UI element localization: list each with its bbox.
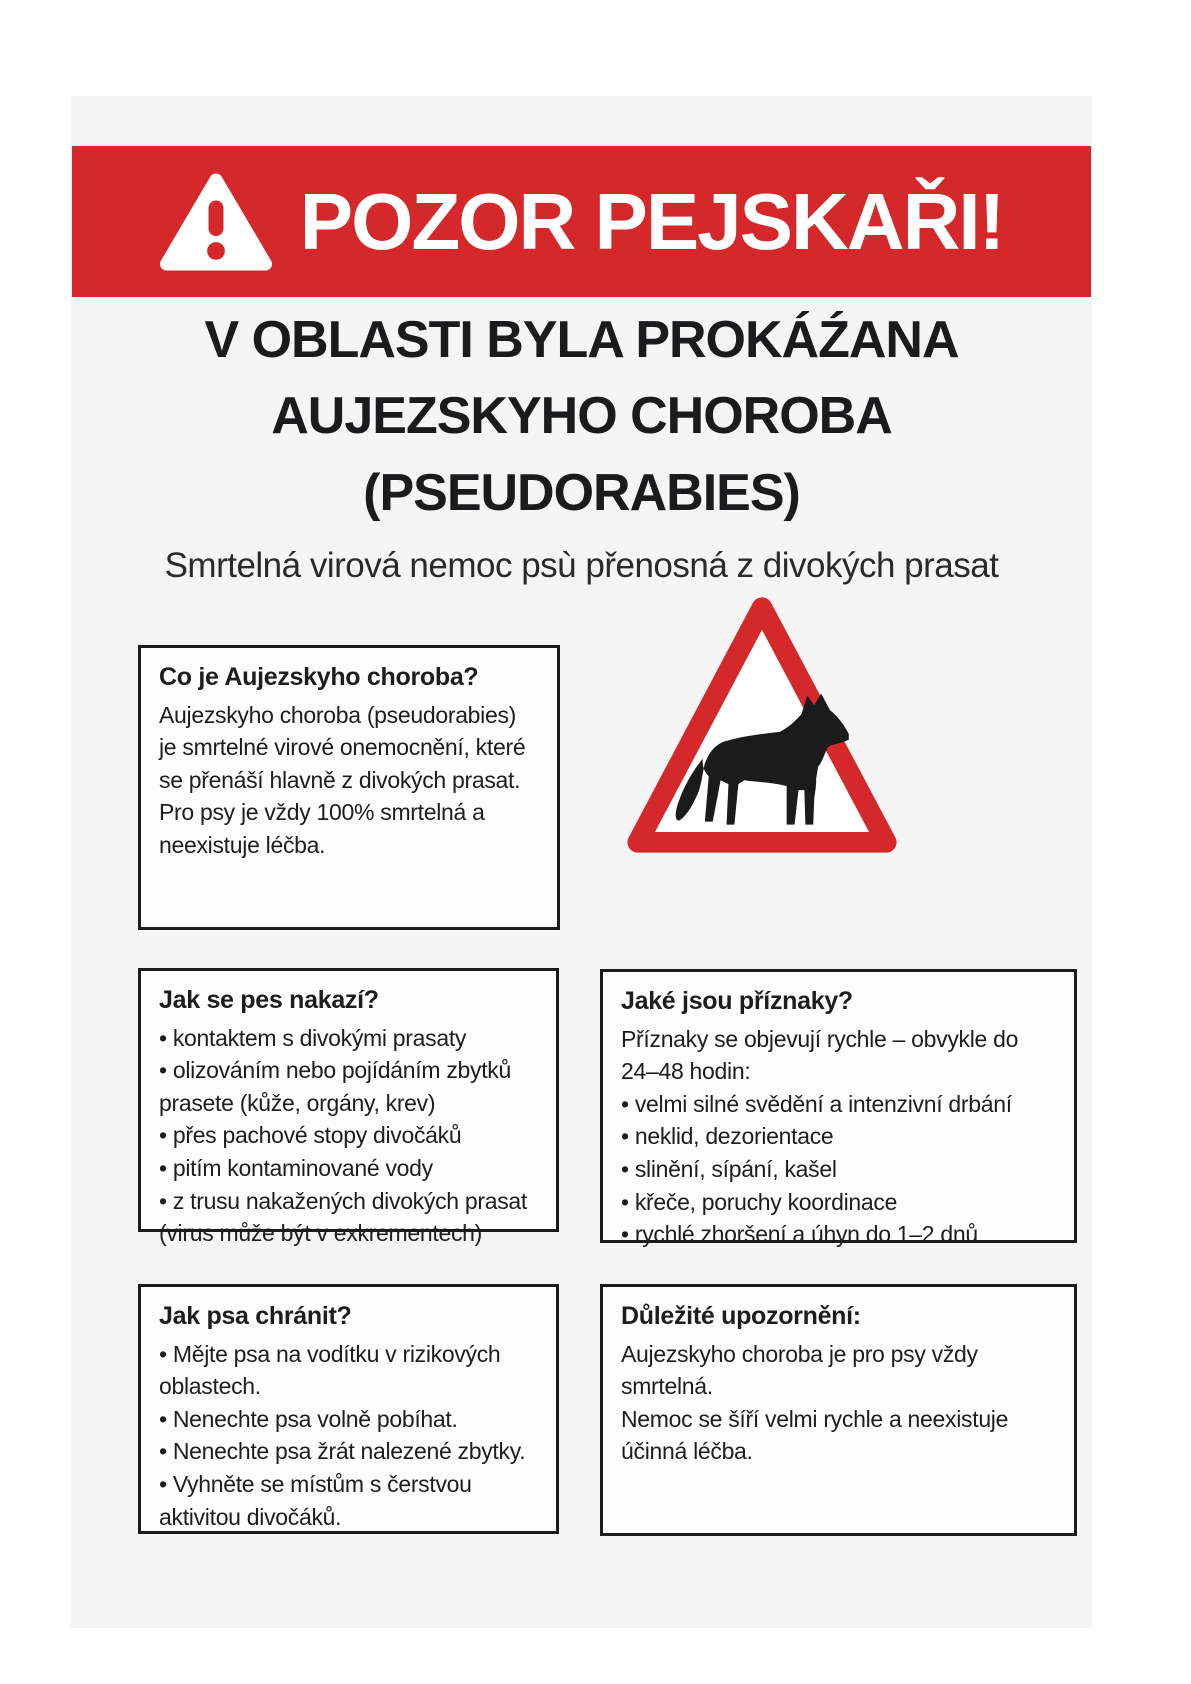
- warning-triangle-icon: [160, 170, 272, 274]
- bullet-item: • křeče, poruchy koordinace: [621, 1188, 898, 1215]
- box-title: Důležité upozornění:: [621, 1302, 861, 1330]
- bullet-item: • Vyhněte se místům s čerstvou aktivitou divočáků.: [159, 1471, 472, 1530]
- bullet-item: • z trusu nakažených divokých prasat (virus může být v exkrementech): [159, 1187, 527, 1247]
- bullet-item: • pitím kontaminované vody: [159, 1155, 433, 1182]
- bullet-item: • slinění, sípání, kašel: [621, 1156, 837, 1183]
- bullet-item: • olizováním nebo pojídáním zbytků prasete (kůže, orgány, krev): [159, 1057, 511, 1116]
- bullet-item: • velmi silné svědění a intenzivní drbání: [621, 1090, 1012, 1117]
- bullet-item: • Mějte psa na vodítku v rizikových oblastech.: [159, 1340, 501, 1400]
- box-important-notice: [600, 1284, 1077, 1536]
- text-line: Nemoc se šíří velmi rychle a neexistuje účinná léčba.: [621, 1405, 1009, 1465]
- box-title: Jak se pes nakazí?: [159, 986, 379, 1014]
- box-how-dog-gets-infected: [138, 968, 559, 1247]
- box-how-to-protect-dog: [138, 1284, 559, 1534]
- poster-page: [72, 97, 1091, 1627]
- bullet-list: [159, 1338, 538, 1534]
- dog-warning-triangle-icon: [612, 588, 912, 864]
- alert-banner: [72, 146, 1091, 297]
- box-symptoms: [600, 969, 1077, 1248]
- box-what-is-aujeszky: [138, 645, 560, 930]
- bullet-item: • kontaktem s divokými prasaty: [159, 1024, 467, 1051]
- bullet-list: [159, 1022, 538, 1251]
- heading-line-1: V OBLASTI BYLA PROKÁŹANA: [204, 311, 959, 369]
- box-body-text: Aujezskyho choroba (pseudorabies) je smrtelné virové onemocnění, které se přenáší hlavně z divokých prasat. Pro psy je vždy 100% smrtelná a neexistuje léčba.: [159, 701, 526, 859]
- banner-title: POZOR PEJSKAŘI!: [299, 176, 1004, 266]
- symptoms-intro: Příznaky se objevují rychle – obvykle do 24–48 hodin:: [621, 1025, 1019, 1085]
- heading-line-3: (PSEUDORABIES): [363, 463, 800, 522]
- poster-subtitle: Smrtelná virová nemoc psù přenosná z divokých prasat: [164, 546, 999, 585]
- main-heading: [72, 302, 1091, 531]
- heading-line-2: AUJEZSKYHO CHOROBA: [271, 387, 892, 446]
- bullet-item: • Nenechte psa volně pobíhat.: [159, 1405, 458, 1432]
- box-title: Jaké jsou příznaky?: [621, 987, 853, 1015]
- bullet-item: • přes pachové stopy divočáků: [159, 1122, 462, 1149]
- box-title: Jak psa chránit?: [159, 1302, 352, 1330]
- box-title: Co je Aujezskyho choroba?: [159, 663, 479, 691]
- text-line: Aujezskyho choroba je pro psy vždy smrtelná.: [621, 1340, 978, 1400]
- bullet-item: • Nenechte psa žrát nalezené zbytky.: [159, 1438, 526, 1465]
- bullet-item: • neklid, dezorientace: [621, 1123, 834, 1150]
- bullet-item: • rychlé zhoršení a úhyn do 1–2 dnů: [621, 1221, 978, 1248]
- plain-line-list: [621, 1338, 1056, 1469]
- bullet-list: [621, 1088, 1056, 1251]
